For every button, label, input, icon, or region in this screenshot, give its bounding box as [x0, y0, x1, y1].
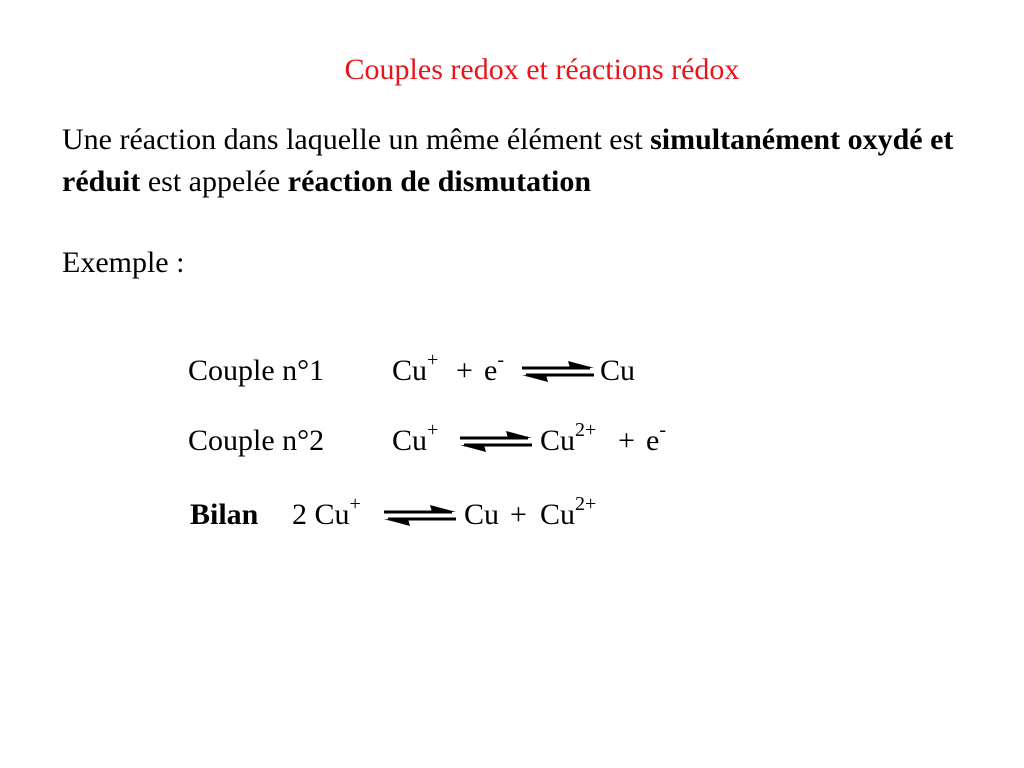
- couple-1-oxidant-charge: +: [427, 349, 439, 371]
- example-label: Exemple :: [62, 246, 185, 279]
- bilan-rhs-2: $Cu^{2+}$: [540, 493, 597, 531]
- equilibrium-arrows-icon: [382, 490, 458, 540]
- couple-1-label: Couple n°1: [188, 354, 325, 387]
- couple-1-oxidant: Cu+: [392, 349, 439, 387]
- couple-2-equation: [188, 416, 688, 466]
- couple-2-rhs: $Cu^{2+}$: [540, 419, 597, 457]
- couple-2-electron: e-: [646, 419, 666, 457]
- definition-text-1: Une réaction dans laquelle un même élément est: [62, 123, 651, 156]
- couple-1-reductant: Cu: [600, 354, 636, 387]
- bilan-plus: +: [510, 498, 527, 531]
- equilibrium-arrows-icon: [520, 346, 596, 396]
- couple-2-rhs-charge: 2+: [575, 419, 597, 441]
- couple-1-electron: e-: [484, 349, 504, 387]
- couple-1-equation: [188, 346, 668, 396]
- bilan-lhs: 2 Cu+: [292, 493, 361, 531]
- definition-bold-1: simultanément oxydé et réduit: [62, 123, 954, 198]
- definition-paragraph: [62, 119, 982, 203]
- couple-2-electron-charge: -: [659, 419, 666, 441]
- couple-2-lhs-charge: +: [427, 419, 439, 441]
- bilan-equation: [188, 490, 638, 540]
- bilan-rhs-1: Cu: [464, 498, 500, 531]
- couple-1-plus: +: [456, 354, 473, 387]
- couple-2-label: Couple n°2: [188, 424, 325, 457]
- bilan-label: Bilan: [190, 498, 259, 531]
- couple-2-plus: +: [618, 424, 635, 457]
- couple-2-lhs: Cu+: [392, 419, 439, 457]
- equilibrium-arrows-icon: [458, 416, 534, 466]
- slide-title: Couples redox et réactions rédox: [344, 53, 740, 86]
- bilan-lhs-charge: +: [349, 493, 361, 515]
- definition-text-2: est appelée: [140, 165, 288, 198]
- definition-bold-2: réaction de dismutation: [287, 165, 592, 198]
- bilan-rhs-2-charge: 2+: [575, 493, 597, 515]
- couple-1-electron-charge: -: [497, 349, 504, 371]
